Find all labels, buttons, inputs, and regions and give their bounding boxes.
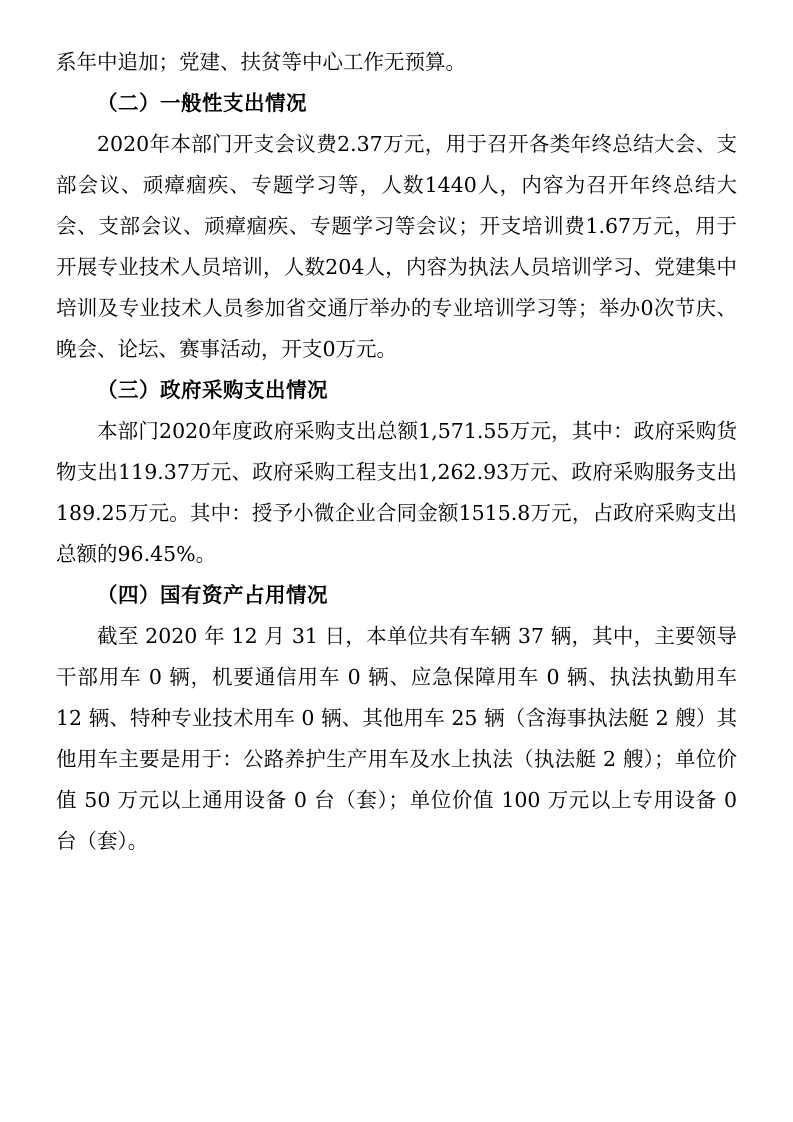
paragraph-continued: 系年中追加；党建、扶贫等中心工作无预算。 [56,50,466,74]
paragraph-government-procurement: 本部门2020年度政府采购支出总额1,571.55万元，其中：政府采购货物支出119.37万元、政府采购工程支出1,262.93万元、政府采购服务支出189.25万元。其中：授予小微企业合同金额1515.8万元，占政府采购支出总额的96.45%。 [56,419,737,566]
section-heading-state-assets: （四）国有资产占用情况 [97,583,328,607]
paragraph-state-assets: 截至 2020 年 12 月 31 日，本单位共有车辆 37 辆，其中，主要领导干部用车 0 辆，机要通信用车 0 辆、应急保障用车 0 辆、执法执勤用车 12 辆、特种专业技术用车 0 辆、其他用车 25 辆（含海事执法艇 2 艘）其他用车主要是用于：公路养护生产用车及水上执法（执法艇 2 艘）；单位价值 50 万元以上通用设备 0 台（套）；单位价值 100 万元以上专用设备 0 台（套）。 [56,624,737,853]
paragraph-general-expenditure: 2020年本部门开支会议费2.37万元，用于召开各类年终总结大会、支部会议、顽瘴痼疾、专题学习等，人数1440人，内容为召开年终总结大会、支部会议、顽瘴痼疾、专题学习等会议；开支培训费1.67万元，用于开展专业技术人员培训，人数204人，内容为执法人员培训学习、党建集中培训及专业技术人员参加省交通厅举办的专业培训学习等；举办0次节庆、晚会、论坛、赛事活动，开支0万元。 [56,132,737,361]
section-heading-general-expenditure: （二）一般性支出情况 [97,91,307,115]
section-heading-government-procurement: （三）政府采购支出情况 [97,378,328,402]
